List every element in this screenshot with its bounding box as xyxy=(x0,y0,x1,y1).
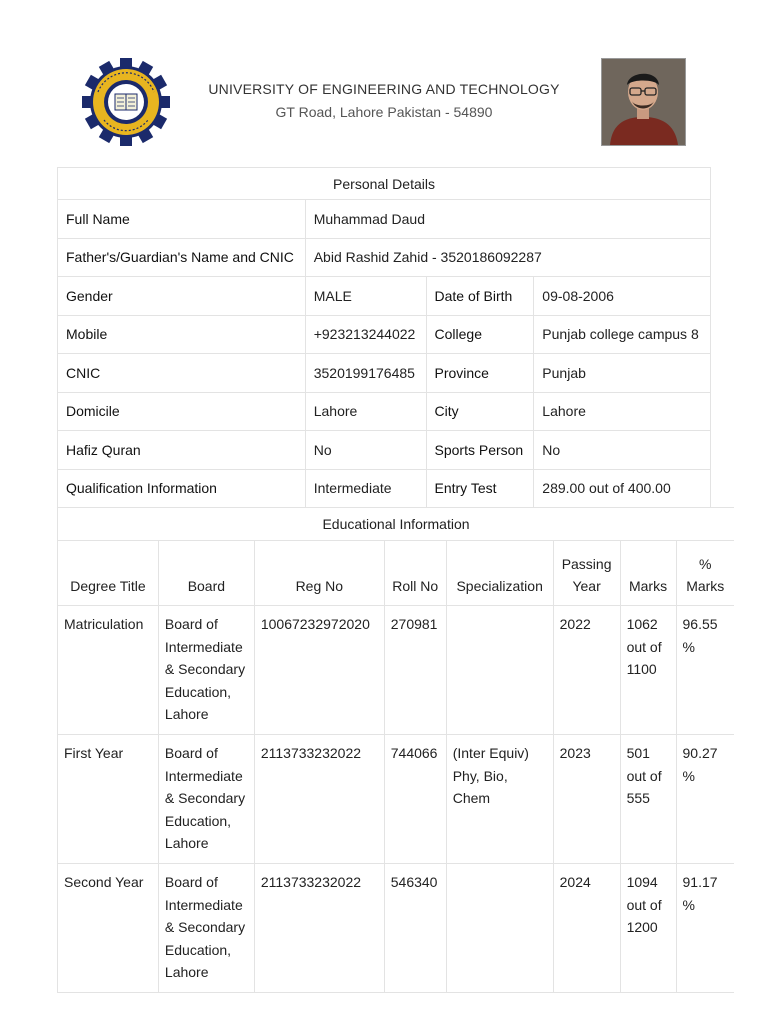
table-row xyxy=(58,864,735,993)
marks-cell xyxy=(620,735,676,864)
percent-line: 91.17 xyxy=(682,874,718,890)
degree-cell: Second Year xyxy=(58,864,159,993)
province-label: Province xyxy=(426,354,534,393)
reg-cell: 10067232972020 xyxy=(254,606,384,735)
marks-header: Marks xyxy=(620,541,676,606)
percent-header-line: % xyxy=(699,556,712,572)
marks-line: out of xyxy=(626,638,662,655)
cnic-value: 3520199176485 xyxy=(305,354,426,393)
college-value: Punjab college campus 8 xyxy=(534,315,711,354)
spec-line: Chem xyxy=(452,790,491,807)
table-row xyxy=(58,277,711,316)
roll-cell: 270981 xyxy=(384,606,446,735)
hafiz-value: No xyxy=(305,431,426,470)
passing-year-header-line: Passing xyxy=(561,556,612,572)
percent-line: 96.55 xyxy=(682,616,718,632)
qualification-value: Intermediate xyxy=(305,469,426,508)
board-line: Board of xyxy=(164,745,218,761)
roll-cell: 546340 xyxy=(384,864,446,993)
table-row xyxy=(58,354,711,393)
applicant-portrait-icon xyxy=(602,59,685,145)
percent-marks-header xyxy=(676,541,734,606)
specialization-cell xyxy=(446,864,553,993)
qualification-label: Qualification Information xyxy=(58,469,306,508)
marks-cell xyxy=(620,606,676,735)
table-row xyxy=(58,431,711,470)
educational-header-row xyxy=(58,541,735,606)
reg-cell: 2113733232022 xyxy=(254,735,384,864)
board-cell xyxy=(158,606,254,735)
percent-header-line: Marks xyxy=(686,578,725,594)
document-header xyxy=(0,0,768,160)
educational-heading-row xyxy=(58,508,735,541)
board-line: Education, xyxy=(164,941,232,958)
table-row xyxy=(58,735,735,864)
personal-details-table xyxy=(57,167,711,508)
marks-line: out of xyxy=(626,896,662,913)
percent-line: % xyxy=(682,896,695,913)
board-line: Intermediate xyxy=(164,638,243,655)
degree-cell: Matriculation xyxy=(58,606,159,735)
mobile-label: Mobile xyxy=(58,315,306,354)
gender-value: MALE xyxy=(305,277,426,316)
sports-value: No xyxy=(534,431,711,470)
marks-line: 1200 xyxy=(626,919,658,936)
entry-test-value: 289.00 out of 400.00 xyxy=(534,469,711,508)
board-line: Lahore xyxy=(164,964,209,981)
mobile-value: +923213244022 xyxy=(305,315,426,354)
city-value: Lahore xyxy=(534,392,711,431)
educational-information-table xyxy=(57,507,734,993)
domicile-label: Domicile xyxy=(58,392,306,431)
marks-line: 501 xyxy=(626,745,650,761)
percent-line: 90.27 xyxy=(682,745,718,761)
year-cell: 2023 xyxy=(553,735,620,864)
province-value: Punjab xyxy=(534,354,711,393)
college-label: College xyxy=(426,315,534,354)
table-row xyxy=(58,606,735,735)
board-line: Lahore xyxy=(164,835,209,852)
board-line: Board of xyxy=(164,616,218,632)
board-line: & Secondary xyxy=(164,661,246,678)
personal-details-heading-row xyxy=(58,168,711,200)
dob-value: 09-08-2006 xyxy=(534,277,711,316)
table-row xyxy=(58,238,711,277)
dob-label: Date of Birth xyxy=(426,277,534,316)
university-address: GT Road, Lahore Pakistan - 54890 xyxy=(275,104,493,120)
specialization-cell xyxy=(446,606,553,735)
table-row xyxy=(58,315,711,354)
board-line: Board of xyxy=(164,874,218,890)
year-cell: 2022 xyxy=(553,606,620,735)
gender-label: Gender xyxy=(58,277,306,316)
marks-line: out of xyxy=(626,767,662,784)
percent-cell xyxy=(676,606,734,735)
passing-year-header xyxy=(553,541,620,606)
cnic-label: CNIC xyxy=(58,354,306,393)
table-row xyxy=(58,200,711,239)
degree-cell: First Year xyxy=(58,735,159,864)
entry-test-label: Entry Test xyxy=(426,469,534,508)
board-line: & Secondary xyxy=(164,790,246,807)
applicant-photo xyxy=(601,58,686,146)
board-line: Intermediate xyxy=(164,896,243,913)
board-header: Board xyxy=(158,541,254,606)
university-logo-icon xyxy=(82,58,170,146)
percent-line: % xyxy=(682,767,695,784)
marks-line: 1100 xyxy=(626,661,657,678)
board-line: Education, xyxy=(164,812,232,829)
marks-line: 1062 xyxy=(626,616,658,632)
hafiz-label: Hafiz Quran xyxy=(58,431,306,470)
city-label: City xyxy=(426,392,534,431)
father-value: Abid Rashid Zahid - 3520186092287 xyxy=(305,238,710,277)
board-line: Education, xyxy=(164,683,232,700)
percent-cell xyxy=(676,735,734,864)
board-cell xyxy=(158,864,254,993)
board-line: & Secondary xyxy=(164,919,246,936)
marks-line: 1094 xyxy=(626,874,658,890)
specialization-cell xyxy=(446,735,553,864)
spec-line: (Inter Equiv) xyxy=(452,745,529,761)
reg-header: Reg No xyxy=(254,541,384,606)
percent-line: % xyxy=(682,638,695,655)
father-label: Father's/Guardian's Name and CNIC xyxy=(58,238,306,277)
degree-header: Degree Title xyxy=(58,541,159,606)
university-title: UNIVERSITY OF ENGINEERING AND TECHNOLOGY xyxy=(208,81,560,97)
year-cell: 2024 xyxy=(553,864,620,993)
percent-cell xyxy=(676,864,734,993)
personal-details-heading: Personal Details xyxy=(58,168,711,200)
roll-header: Roll No xyxy=(384,541,446,606)
educational-heading: Educational Information xyxy=(58,508,735,541)
sports-label: Sports Person xyxy=(426,431,534,470)
specialization-header: Specialization xyxy=(446,541,553,606)
full-name-value: Muhammad Daud xyxy=(305,200,710,239)
board-cell xyxy=(158,735,254,864)
reg-cell: 2113733232022 xyxy=(254,864,384,993)
spec-line: Phy, Bio, xyxy=(452,767,508,784)
marks-cell xyxy=(620,864,676,993)
domicile-value: Lahore xyxy=(305,392,426,431)
table-row xyxy=(58,392,711,431)
marks-line: 555 xyxy=(626,790,650,807)
table-row xyxy=(58,469,711,508)
board-line: Lahore xyxy=(164,706,209,723)
board-line: Intermediate xyxy=(164,767,243,784)
full-name-label: Full Name xyxy=(58,200,306,239)
passing-year-header-line: Year xyxy=(572,578,601,594)
roll-cell: 744066 xyxy=(384,735,446,864)
